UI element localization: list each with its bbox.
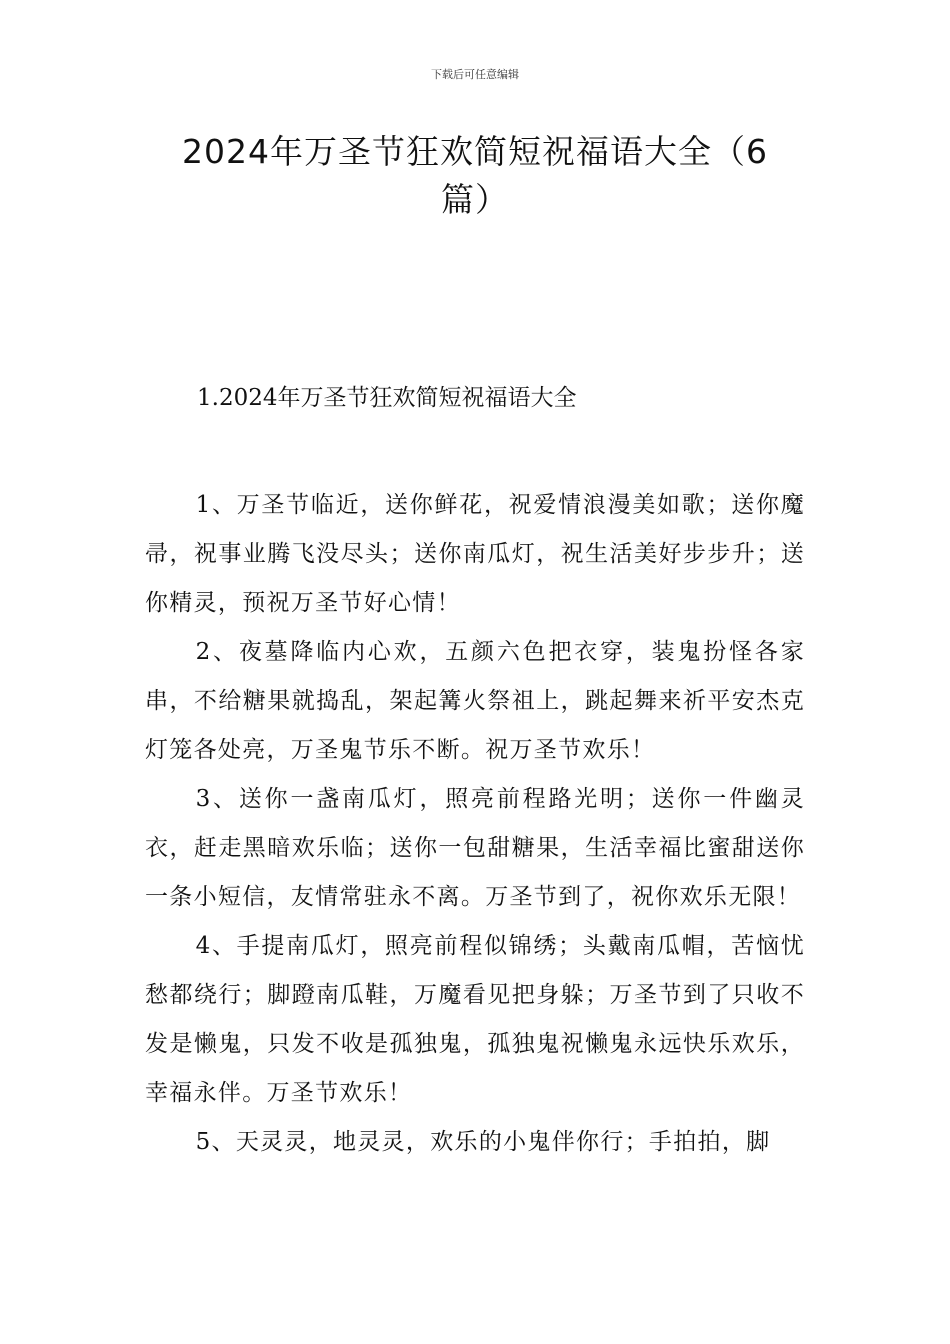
header-note: 下载后可任意编辑 (431, 68, 519, 81)
body-text (145, 481, 805, 1167)
paragraph-2: 2、夜墓降临内心欢，五颜六色把衣穿，装鬼扮怪各家串，不给糖果就捣乱，架起篝火祭祖上，跳起舞来祈平安杰克灯笼各处亮，万圣鬼节乐不断。祝万圣节欢乐！ (145, 639, 805, 763)
paragraph-4: 4、手提南瓜灯，照亮前程似锦绣；头戴南瓜帽，苦恼忧愁都绕行；脚蹬南瓜鞋，万魔看见把身躲；万圣节到了只收不发是懒鬼，只发不收是孤独鬼，孤独鬼祝懒鬼永远快乐欢乐，幸福永伴。万圣节欢乐！ (145, 933, 805, 1106)
paragraph-5: 5、天灵灵，地灵灵，欢乐的小鬼伴你行；手拍拍，脚 (195, 1129, 771, 1155)
section-heading: 1.2024年万圣节狂欢简短祝福语大全 (197, 385, 577, 411)
paragraph-3: 3、送你一盏南瓜灯，照亮前程路光明；送你一件幽灵衣，赶走黑暗欢乐临；送你一包甜糖果，生活幸福比蜜甜送你一条小短信，友情常驻永不离。万圣节到了，祝你欢乐无限！ (145, 786, 805, 910)
paragraph-1: 1、万圣节临近，送你鲜花，祝爱情浪漫美如歌；送你魔帚，祝事业腾飞没尽头；送你南瓜灯，祝生活美好步步升；送你精灵，预祝万圣节好心情！ (145, 492, 805, 616)
document-title: 2024年万圣节狂欢简短祝福语大全（6篇） (182, 132, 768, 219)
